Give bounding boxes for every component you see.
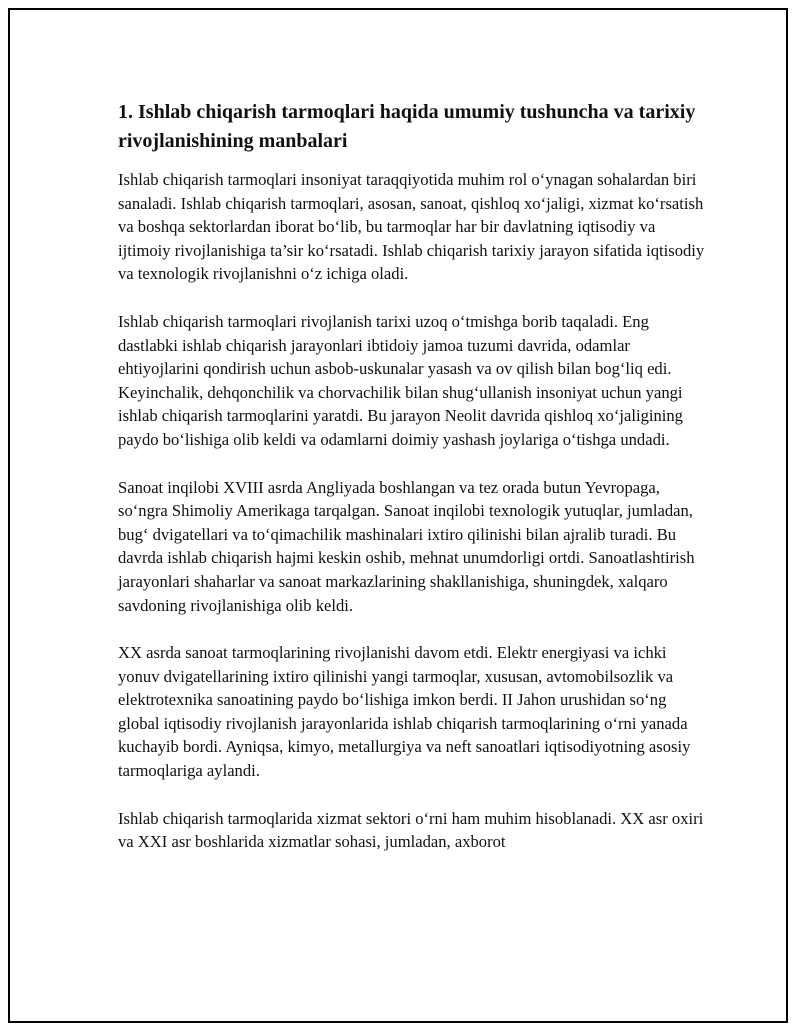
paragraph-4: XX asrda sanoat tarmoqlarining rivojlanishi davom etdi. Elektr energiyasi va ichki yonuv dvigatellarining ixtiro qilinishi yangi tarmoqlar, xususan, avtomobilsozlik va elektrotexnika sanoatining paydo bo‘lishiga imkon berdi. II Jahon urushidan so‘ng global iqtisodiy rivojlanish jarayonlarida ishlab chiqarish tarmoqlarining o‘rni yanada kuchayib bordi. Ayniqsa, kimyo, metallurgiya va neft sanoatlari iqtisodiyotning asosiy tarmoqlariga aylandi. [118, 643, 691, 781]
paragraph-2: Ishlab chiqarish tarmoqlari rivojlanish tarixi uzoq o‘tmishga borib taqaladi. Eng dastlabki ishlab chiqarish jarayonlari ibtidoiy jamoa tuzumi davrida, odamlar ehtiyojlarini qondirish uchun asbob-uskunalar yasash va ov qilish bilan bog‘liq edi. Keyinchalik, dehqonchilik va chorvachilik bilan shug‘ullanish insoniyat uchun yangi ishlab chiqarish tarmoqlarini yaratdi. Bu jarayon Neolit davrida qishloq xo‘jaligining paydo bo‘lishiga olib keldi va odamlarni doimiy yashash joylariga o‘tishga undadi. [118, 311, 683, 449]
paragraph-5: Ishlab chiqarish tarmoqlarida xizmat sektori o‘rni ham muhim hisoblanadi. XX asr oxiri va XXI asr boshlarida xizmatlar sohasi, jumladan, axborot [118, 808, 704, 852]
paragraph-3: Sanoat inqilobi XVIII asrda Angliyada boshlangan va tez orada butun Yevropaga, so‘ngra Shimoliy Amerikaga tarqalgan. Sanoat inqilobi texnologik yutuqlar, jumladan, bug‘ dvigatellari va to‘qimachilik mashinalari ixtiro qilinishi bilan ajralib turadi. Bu davrda ishlab chiqarish hajmi keskin oshib, mehnat unumdorligi ortdi. Sanoatlashtirish jarayonlari shaharlar va sanoat markazlarining shakllanishiga, shuningdek, xalqaro savdoning rivojlanishiga olib keldi. [118, 477, 695, 615]
paragraph-1: Ishlab chiqarish tarmoqlari insoniyat taraqqiyotida muhim rol o‘ynagan sohalardan biri sanaladi. Ishlab chiqarish tarmoqlari, asosan, sanoat, qishloq xo‘jaligi, xizmat ko‘rsatish va boshqa sektorlardan iborat bo‘lib, bu tarmoqlar har bir davlatning iqtisodiy va ijtimoiy rivojlanishiga ta’sir ko‘rsatadi. Ishlab chiqarish tarixiy jarayon sifatida iqtisodiy va texnologik rivojlanishni o‘z ichiga oladi. [118, 170, 705, 284]
document-body [118, 98, 708, 878]
page-frame [8, 8, 788, 1023]
section-heading: 1. Ishlab chiqarish tarmoqlari haqida umumiy tushuncha va tarixiy rivojlanishining manbalari [118, 101, 696, 152]
